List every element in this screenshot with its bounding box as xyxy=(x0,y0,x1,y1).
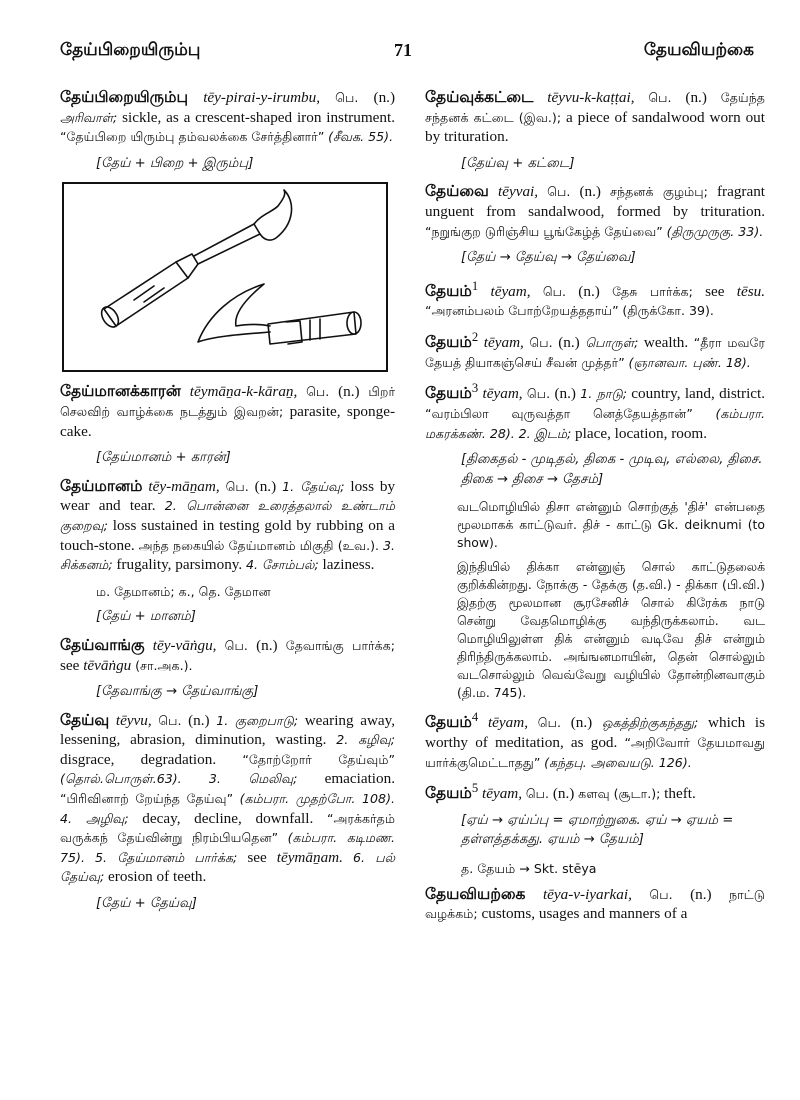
homograph-number: 1 xyxy=(471,278,479,293)
transliteration: tēy-vāṅgu, xyxy=(152,636,217,654)
sense-3-citation: (கம்பரா. முதற்போ. 108). xyxy=(239,791,395,807)
etymology: [தேய் + பிறை + இரும்பு] xyxy=(96,155,254,171)
pos-tamil: பெ. xyxy=(525,786,550,802)
headword: தேய்வை xyxy=(425,182,489,201)
transliteration: tēyvai, xyxy=(498,183,539,201)
sense-3-tamil: 3. மெலிவு; xyxy=(208,771,298,787)
transliteration: tēyam, xyxy=(482,385,523,403)
pos-tamil: பெ. xyxy=(648,90,672,105)
pos-english: (n.) xyxy=(188,711,210,729)
headword: தேயம் xyxy=(425,333,472,352)
citation: (திருமுருகு. 33). xyxy=(666,223,764,239)
pos-english: (n.) xyxy=(579,183,601,201)
entry-teyaviyarkai xyxy=(425,885,765,924)
headword: தேய்பிறையிரும்பு xyxy=(60,88,189,106)
pos-tamil: பெ. xyxy=(225,478,249,494)
homograph-number: 5 xyxy=(471,781,479,796)
sense-3-quote: “பிரிவினாற் றேய்ந்த தேய்வு” xyxy=(60,791,234,807)
etymology: [தேய்மானம் + காரன்] xyxy=(96,450,231,466)
transliteration: tēy-māṉam, xyxy=(148,477,220,495)
quotation: “அரனம்பலம் போற்றேயத்ததாய்” xyxy=(425,303,619,319)
sense-1-english: wearing away, lessening, abrasion, diminution, wasting. xyxy=(60,711,396,749)
pos-tamil: பெ. xyxy=(542,283,567,299)
pos-english: (n.) xyxy=(552,785,575,803)
transliteration: tēyam, xyxy=(483,334,524,352)
headword: தேயவியற்கை xyxy=(425,884,526,903)
transliteration: tēyam, xyxy=(490,282,531,300)
pos-english: (n.) xyxy=(554,385,576,403)
sense-1-tamil: 1. தேய்வு; xyxy=(282,478,345,494)
entry-teyam-1 xyxy=(425,277,765,321)
citation: (கம்பரா. மகரக்கண். 28). xyxy=(425,405,766,441)
headword: தேயம் xyxy=(425,281,472,300)
quotation: “தீரா மவரே தேயத் தியாகஞ்செய் சீவன் முத்தர்” xyxy=(425,335,765,370)
headword: தேயம் xyxy=(425,384,472,403)
english-gloss: wealth. xyxy=(643,334,689,352)
see-label: see xyxy=(705,282,725,300)
transliteration: tēyvu-k-kaṭṭai, xyxy=(547,89,635,106)
entry-teyam-2 xyxy=(425,328,765,372)
pos-tamil: பெ. xyxy=(537,715,561,731)
sense-4-citation: (கம்பரா. கடிமண. 75). xyxy=(60,830,396,865)
entry-teyvu xyxy=(60,711,395,887)
pos-tamil: பெ. xyxy=(306,384,330,400)
quotation: “வரம்பிலா வுருவத்தா னெத்தேயத்தான்” xyxy=(425,405,693,421)
pos-english: (n.) xyxy=(256,636,278,654)
etymology: [தேய்வு + கட்டை] xyxy=(461,155,575,171)
sense-2-tamil: 2. இடம்; xyxy=(518,425,572,441)
cross-reference: tēsu. xyxy=(736,282,766,300)
english-gloss: customs, usages and manners of a xyxy=(481,905,688,923)
sense-2-english: place, location, room. xyxy=(575,424,708,442)
sense-4-english: laziness. xyxy=(322,556,375,574)
sense-2-quote: “தோற்றோர் தேய்வும்” xyxy=(242,751,395,767)
pos-tamil: பெ. xyxy=(529,335,553,351)
citation: (சா.அக.). xyxy=(135,657,193,673)
sense-5-tamil: 5. தேய்மானம் பார்க்க; xyxy=(94,849,238,865)
headword: தேய்வாங்கு xyxy=(60,635,145,654)
sense-2-citation: (தொல்.பொருள்.63). xyxy=(60,771,182,787)
etymology: [தேய் + தேய்வு] xyxy=(96,896,197,912)
entry-teyvukkattai xyxy=(425,88,765,147)
pos-tamil: பெ. xyxy=(547,184,571,200)
quotation: “அறிவோர் தேயமாவது யார்க்குமெட்டாதது” xyxy=(425,734,765,770)
homograph-number: 3 xyxy=(471,381,479,396)
tamil-gloss: நாட்டு வழக்கம்; xyxy=(425,886,765,922)
etymology: [தேய் → தேய்வு → தேய்வை] xyxy=(461,250,636,266)
cross-reference: tēymāṉam. xyxy=(276,848,343,866)
etymology: [திகைதல் - முடிதல், திகை - முடிவு, எல்லை, திசை. திகை → திசை → தேசம்] xyxy=(461,452,763,487)
etymology: [தேய் + மானம்] xyxy=(96,609,196,625)
entry-teyvangu xyxy=(60,636,395,675)
headword: தேய்வு xyxy=(60,710,110,729)
transliteration: tēya-v-iyarkai, xyxy=(542,885,632,903)
tamil-gloss: தேவாங்கு பார்க்க; xyxy=(285,637,395,653)
right-column xyxy=(425,88,765,931)
pos-tamil: பெ. xyxy=(224,637,248,653)
see-label: see xyxy=(60,656,80,674)
sense-3-tamil: 3. சிக்கனம்; xyxy=(60,537,395,573)
pos-tamil: பெ. xyxy=(649,886,673,902)
pos-english: (n.) xyxy=(338,383,360,401)
entry-teyam-4 xyxy=(425,708,765,772)
headword: தேய்வுக்கட்டை xyxy=(425,88,534,106)
sense-4-tamil: 4. சோம்பல்; xyxy=(246,557,319,573)
tamil-gloss: களவு (சூடா.); xyxy=(578,786,661,802)
english-gloss: parasite, sponge-cake. xyxy=(60,402,396,440)
english-gloss: theft. xyxy=(664,785,696,803)
sickle-illustration xyxy=(62,182,388,372)
etymology-note: இந்தியில் திக்கா என்னுஞ் சொல் காட்டுதலைக் குறிக்கின்றது. நோக்கு - தேக்கு (த.வி.) - திக்கா (பி.வி.) இதற்கு மூலமான சூரசேனிச் சொல் கிரேக்க நாடு சென்று வேதமொழிக்கு வந்திருக்கலாம். வட மொழியிலுள்ள திக் என்னும் வடிவே திச் என்றும் திரிந்திருக்கலாம். அங்ஙனமாயின், தென் சொல்லும் வடசொல்லும் வெவ்வேறு வழியில் தோன்றினவாகும் (தி.ம. 745). xyxy=(457,559,765,701)
pos-tamil: பெ. xyxy=(158,712,182,728)
sense-2-example: அந்த நகையில் தேய்மானம் மிகுதி (உவ.). xyxy=(138,537,380,553)
headword: தேய்மானக்காரன் xyxy=(60,382,181,401)
see-label: see xyxy=(247,848,267,866)
entry-teyam-5 xyxy=(425,779,765,804)
pos-tamil: பெ. xyxy=(335,90,359,105)
sense-2-english: loss sustained in testing gold by rubbing on a touch-stone. xyxy=(60,516,395,554)
etymology: [தேவாங்கு → தேய்வாங்கு] xyxy=(96,684,259,700)
english-gloss: sickle, as a crescent-shaped iron instrument. xyxy=(122,108,395,126)
entry-teyvai xyxy=(425,182,765,241)
entry-teypiraiyirumbu xyxy=(60,88,395,147)
sense-3-english: emaciation. xyxy=(324,770,396,788)
english-gloss: which is worthy of meditation, as god. xyxy=(425,714,766,751)
tamil-gloss: சந்தனக் குழம்பு; xyxy=(610,184,708,200)
headword: தேயம் xyxy=(425,784,472,803)
sense-6-tamil: 6. பல் தேய்வு; xyxy=(60,849,396,885)
sense-4-english: decay, decline, downfall. xyxy=(142,809,314,827)
tamil-gloss: ஒகத்திற்குகந்தது; xyxy=(601,715,699,731)
transliteration: tēyvu, xyxy=(115,711,152,729)
tamil-gloss: பிறர் செலவிற் வாழ்க்கை நடத்தும் இவறன்; xyxy=(60,384,396,419)
quotation: “நறுங்குற டுரிஞ்சிய பூங்கேழ்த் தேய்வை” xyxy=(425,223,663,239)
citation: (ஞானவா. புண். 18). xyxy=(628,354,751,370)
homograph-number: 4 xyxy=(471,710,479,725)
pos-english: (n.) xyxy=(685,89,707,106)
tamil-gloss: தேசு பார்க்க; xyxy=(612,283,693,299)
sense-4-tamil: 4. அழிவு; xyxy=(60,810,129,826)
sense-2-tamil: 2. பொன்னை உரைத்தலால் உண்டாம் குறைவு; xyxy=(60,498,395,533)
sense-1-tamil: 1. நாடு; xyxy=(580,386,627,402)
transliteration: tēyam, xyxy=(487,714,529,732)
transliteration: tēymāṉa-k-kāraṉ, xyxy=(189,383,298,401)
entry-teymanam xyxy=(60,477,395,575)
sense-1-english: loss by wear and tear. xyxy=(60,477,396,515)
left-column xyxy=(60,88,395,923)
pos-english: (n.) xyxy=(690,885,712,903)
sense-3-english: frugality, parsimony. xyxy=(116,556,243,574)
transliteration: tēyam, xyxy=(482,785,523,803)
homograph-number: 2 xyxy=(471,330,479,344)
cross-reference: tēvāṅgu xyxy=(83,656,132,674)
entry-teyam-3 xyxy=(425,379,765,443)
headword: தேய்மானம் xyxy=(60,476,143,495)
citation: (சீவக. 55). xyxy=(328,129,394,145)
sense-6-english: erosion of teeth. xyxy=(108,868,207,886)
headword: தேயம் xyxy=(425,713,472,732)
pos-english: (n.) xyxy=(254,477,277,495)
citation: (கந்தபு. அவையடு. 126). xyxy=(544,754,692,770)
transliteration: tēy-pirai-y-irumbu, xyxy=(203,89,321,106)
page-number: 71 xyxy=(394,40,412,60)
tamil-gloss: அரிவாள்; xyxy=(60,109,118,125)
sense-4-quote: “அரக்கர்தம் வருக்கந் தேய்வின்று நிரம்பியதென” xyxy=(60,810,395,846)
pos-tamil: பெ. xyxy=(526,386,551,402)
citation: (திருக்கோ. 39). xyxy=(622,303,714,319)
tamil-gloss: தேய்ந்த சந்தனக் கட்டை (இவ.); xyxy=(425,90,765,125)
cognates: ம. தேமானம்; க., தெ. தேமான xyxy=(96,583,271,599)
sense-1-tamil: 1. குறைபாடு; xyxy=(216,712,299,728)
running-head-left: தேய்பிறையிரும்பு xyxy=(60,40,201,60)
tamil-gloss: பொருள்; xyxy=(585,335,639,351)
entry-teymanakkaran xyxy=(60,382,395,441)
sense-2-tamil: 2. கழிவு; xyxy=(336,732,395,748)
pos-english: (n.) xyxy=(578,282,600,300)
sickle-drawing xyxy=(64,184,386,370)
running-head-right: தேயவியற்கை xyxy=(643,40,754,60)
english-gloss: fragrant unguent from sandalwood, formed by trituration. xyxy=(425,183,766,220)
english-gloss: a piece of sandalwood worn out by trituration. xyxy=(425,108,765,146)
pos-english: (n.) xyxy=(570,714,593,732)
sense-2-english: disgrace, degradation. xyxy=(60,750,217,768)
quotation: “தேய்பிறை யிரும்பு தம்வலக்கை சேர்த்தினார்” xyxy=(60,129,325,145)
pos-english: (n.) xyxy=(558,334,580,352)
sense-1-english: country, land, district. xyxy=(631,385,766,403)
pos-english: (n.) xyxy=(373,89,396,106)
etymology: [ஏய் → ஏய்ப்பு = ஏமாற்றுகை. ஏய் → ஏயம் = தள்ளத்தக்கது. ஏயம் → தேயம்] xyxy=(461,812,734,848)
cognates: த. தேயம் → Skt. stēya xyxy=(461,860,597,876)
etymology-note: வடமொழியில் திசா என்னும் சொற்குத் 'திச்' என்பதை மூலமாகக் காட்டுவர். திச் - காட்டு Gk. deiknumi (to show). xyxy=(457,499,765,551)
